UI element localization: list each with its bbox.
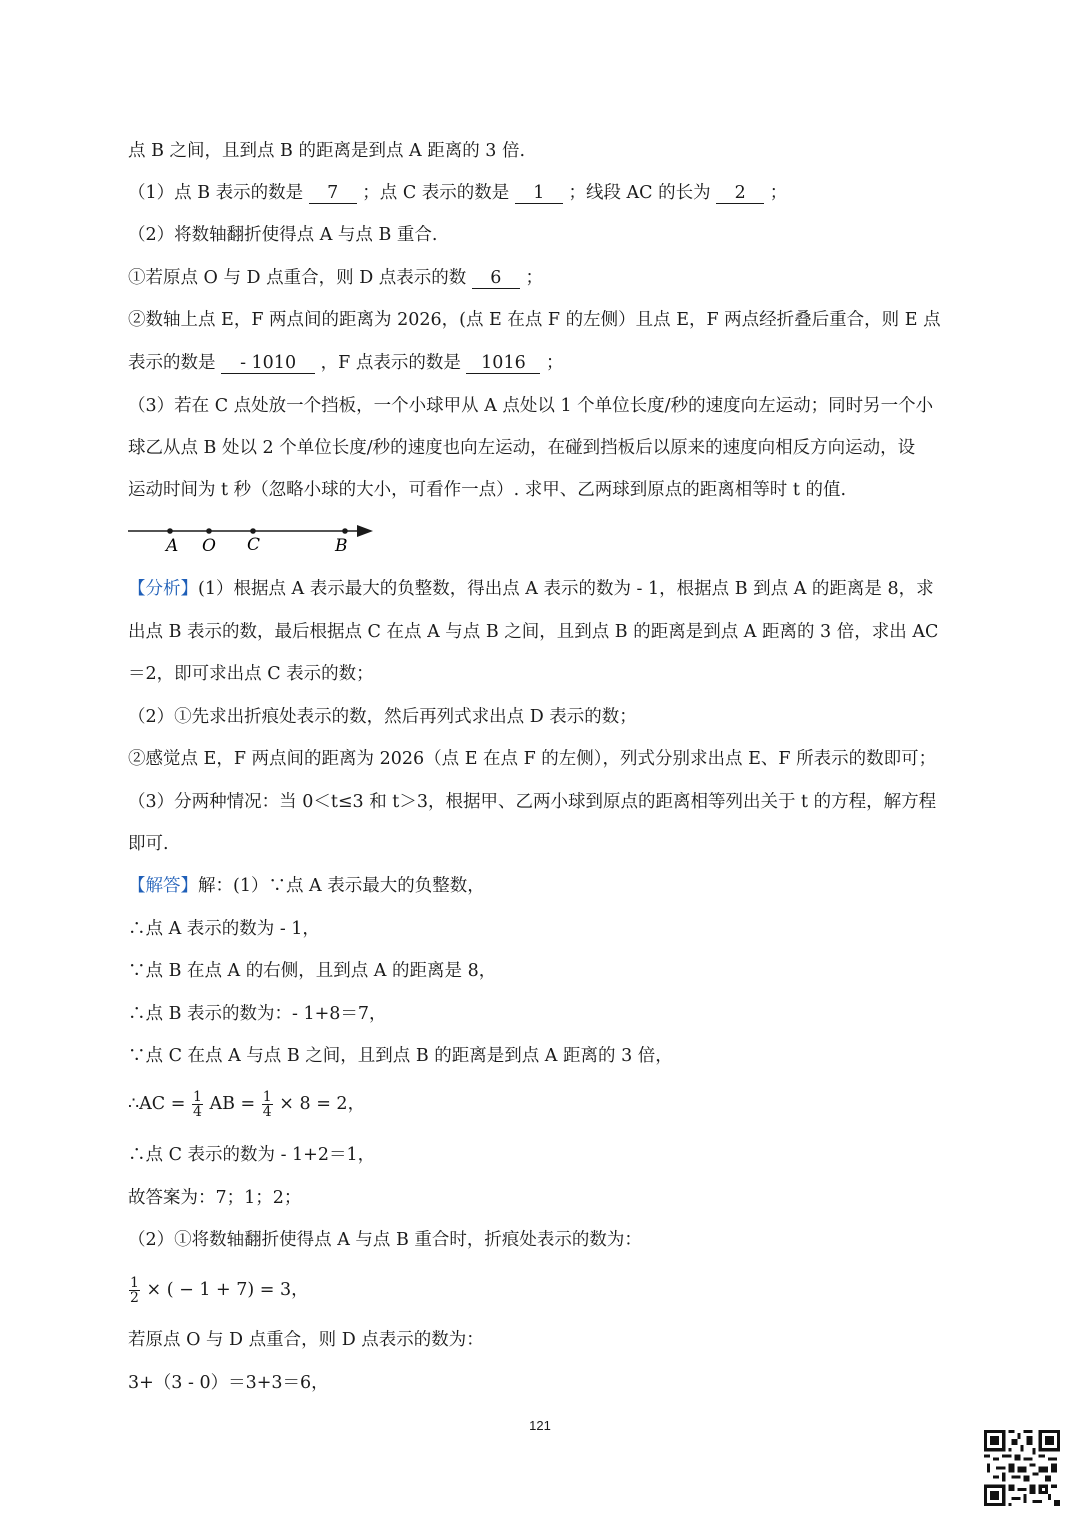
- label-o: O: [202, 536, 216, 556]
- point-c: [250, 528, 256, 534]
- text-line: 点 B 之间，且到点 B 的距离是到点 A 距离的 3 倍.: [128, 141, 526, 161]
- analysis-line-6: （3）分两种情况：当 0＜t≤3 和 t＞3，根据甲、乙两小球到原点的距离相等列出关于 t 的方程，解方程: [128, 792, 937, 812]
- analysis-line-5: ②感觉点 E，F 两点间的距离为 2026（点 E 在点 F 的左侧），列式分别求出点 E、F 所表示的数即可；: [128, 749, 937, 769]
- fraction-one-half: $\frac{1}{2}$: [130, 1275, 139, 1306]
- fraction-one-quarter: $\frac{1}{4}$: [192, 1089, 202, 1120]
- label-a: A: [166, 536, 179, 556]
- solution-formula-ac: ∴AC = $\frac{1}{4}$ AB = $\frac{1}{4}$ × 8 = 2，: [128, 1089, 366, 1120]
- arrow-head-icon: [357, 525, 373, 537]
- solution-line-5: ∵点 C 在点 A 与点 B 之间，且到点 B 的距离是到点 A 距离的 3 倍，: [128, 1046, 673, 1066]
- solution-line-11: 若原点 O 与 D 点重合，则 D 点表示的数为：: [128, 1330, 484, 1350]
- question-2b-line1: ②数轴上点 E，F 两点间的距离为 2026，(点 E 在点 F 的左侧）且点 E，F 两点经折叠后重合，则 E 点: [128, 310, 941, 330]
- solution-line-7: ∴点 C 表示的数为 - 1+2＝1，: [128, 1145, 376, 1165]
- solution-tag: 【解答】: [128, 876, 198, 896]
- answer-blank-b: 7: [309, 183, 357, 204]
- solution-line-1: 【解答】解：(1）∵点 A 表示最大的负整数，: [128, 876, 485, 896]
- solution-formula-crease: $\frac{1}{2}$ × ( − 1 + 7) = 3，: [130, 1275, 309, 1306]
- solution-line-8: 故答案为：7；1；2；: [128, 1188, 302, 1208]
- question-3-line1: （3）若在 C 点处放一个挡板，一个小球甲从 A 点处以 1 个单位长度/秒的速度向左运动；同时另一个小: [128, 396, 934, 416]
- answer-blank-f: 1016: [466, 353, 540, 374]
- answer-blank-c: 1: [515, 183, 563, 204]
- point-b: [342, 528, 348, 534]
- solution-line-3: ∵点 B 在点 A 的右侧，且到点 A 的距离是 8，: [128, 961, 497, 981]
- point-o: [206, 528, 212, 534]
- question-1: （1）点 B 表示的数是 7 ；点 C 表示的数是 1 ；线段 AC 的长为 2 ；: [128, 183, 788, 203]
- label-c: C: [247, 535, 261, 555]
- answer-blank-ac: 2: [716, 183, 764, 204]
- solution-line-12: 3+（3 - 0）＝3+3＝6，: [128, 1373, 329, 1393]
- number-line-diagram: [125, 518, 380, 558]
- analysis-tag: 【分析】: [128, 579, 198, 599]
- answer-blank-e: - 1010: [221, 353, 315, 374]
- solution-line-4: ∴点 B 表示的数为：- 1+8＝7，: [128, 1004, 387, 1024]
- page-number: 121: [529, 1418, 551, 1433]
- point-a: [167, 528, 173, 534]
- question-3-line2: 球乙从点 B 处以 2 个单位长度/秒的速度也向左运动，在碰到挡板后以原来的速度向相反方向运动，设: [128, 438, 916, 458]
- solution-line-9: （2）①将数轴翻折使得点 A 与点 B 重合时，折痕处表示的数为：: [128, 1230, 642, 1250]
- question-2b-line2: 表示的数是 - 1010 ，F 点表示的数是 1016 ；: [128, 353, 564, 373]
- question-3-line3: 运动时间为 t 秒（忽略小球的大小，可看作一点）. 求甲、乙两球到原点的距离相等时 t 的值.: [128, 480, 847, 500]
- question-2a: ①若原点 O 与 D 点重合，则 D 点表示的数 6 ；: [128, 268, 543, 288]
- solution-line-2: ∴点 A 表示的数为 - 1，: [128, 919, 320, 939]
- answer-blank-d: 6: [472, 268, 520, 289]
- analysis-line-1: 【分析】(1）根据点 A 表示最大的负整数，得出点 A 表示的数为 - 1，根据点 B 到点 A 的距离是 8，求: [128, 579, 934, 599]
- fraction-one-quarter-2: $\frac{1}{4}$: [262, 1089, 272, 1120]
- label-b: B: [335, 536, 348, 556]
- qr-code-icon: [984, 1430, 1060, 1506]
- analysis-line-3: ＝2，即可求出点 C 表示的数；: [128, 664, 374, 684]
- analysis-line-2: 出点 B 表示的数，最后根据点 C 在点 A 与点 B 之间，且到点 B 的距离是到点 A 距离的 3 倍，求出 AC: [128, 622, 939, 642]
- analysis-line-4: （2）①先求出折痕处表示的数，然后再列式求出点 D 表示的数；: [128, 707, 637, 727]
- analysis-line-7: 即可.: [128, 834, 169, 854]
- question-2: （2）将数轴翻折使得点 A 与点 B 重合.: [128, 225, 438, 245]
